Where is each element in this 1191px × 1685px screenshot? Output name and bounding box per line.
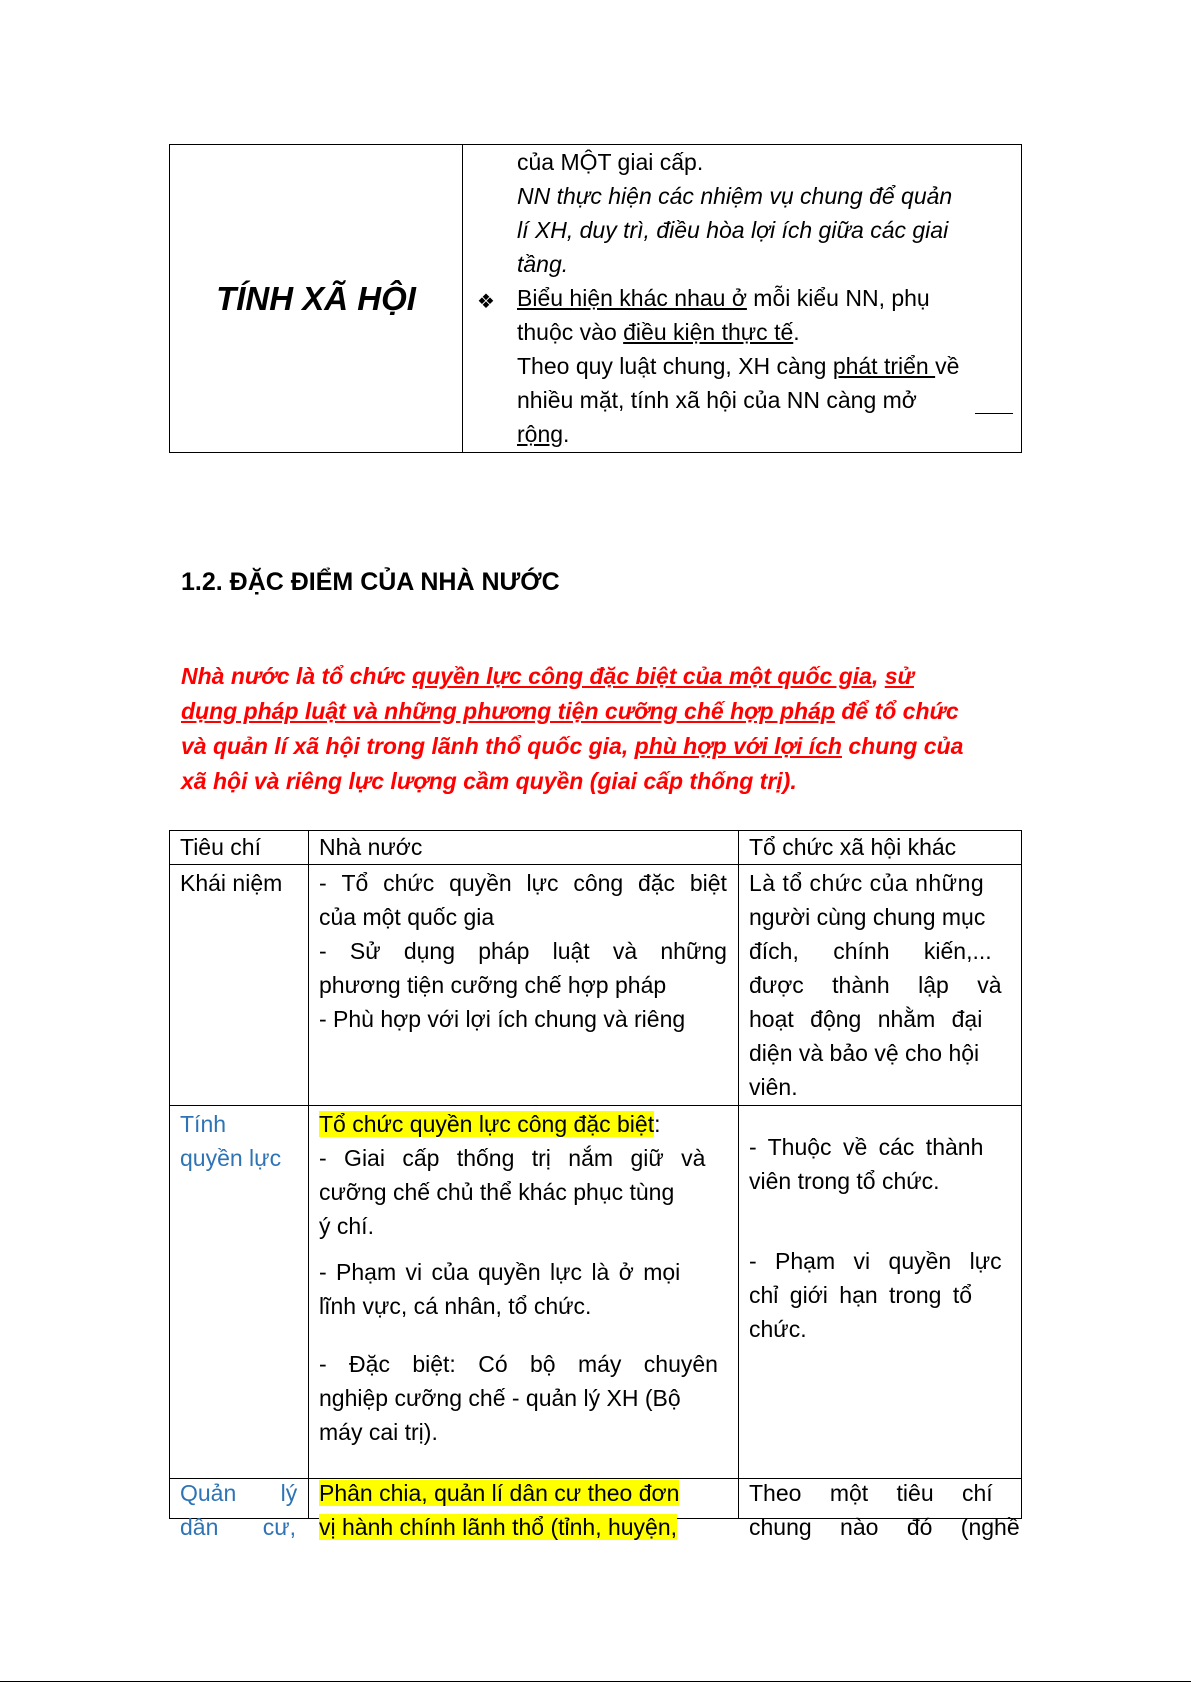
- word: -: [319, 938, 327, 964]
- table-rule: [169, 1105, 1022, 1106]
- text-span: về: [935, 353, 960, 379]
- spacer: [749, 1198, 1011, 1244]
- word: Tổ: [341, 870, 369, 896]
- cell-line: Là tổ chức của những: [749, 870, 985, 896]
- content-line: NN thực hiện các nhiệm vụ chung để quản: [517, 183, 953, 209]
- definition-line: xã hội và riêng lực lượng cầm quyền (giai cấp thống trị).: [181, 768, 797, 794]
- cell-line: chỉ giới hạn trong tổ: [749, 1282, 973, 1308]
- state-power: [308, 1107, 738, 1449]
- header-other-orgs: Tổ chức xã hội khác: [749, 834, 957, 860]
- content-line: nhiều mặt, tính xã hội của NN càng mở: [517, 387, 917, 413]
- word: quyền: [449, 870, 512, 896]
- cell-line: diện và bảo vệ cho hội: [749, 1040, 980, 1066]
- content-line: của MỘT giai cấp.: [517, 149, 704, 175]
- cell-line: [319, 1510, 727, 1544]
- header-criteria: Tiêu chí: [180, 834, 261, 860]
- highlighted-text: Phân chia, quản lí dân cư theo đơn: [319, 1480, 680, 1506]
- cell-line: đích, chính kiến,...: [749, 938, 992, 964]
- section-heading: 1.2. ĐẶC ĐIỂM CỦA NHÀ NƯỚC: [181, 568, 560, 596]
- cell-line: của một quốc gia: [319, 904, 495, 930]
- underlined-text: điều kiện thực tế: [623, 319, 794, 345]
- cell-line: chức.: [749, 1316, 807, 1342]
- cell-line: viên trong tổ chức.: [749, 1168, 940, 1194]
- cell-line: - Phạm vi quyền lực: [749, 1248, 1002, 1274]
- definition-line: [181, 729, 1021, 764]
- cell-line: quyền lực: [180, 1145, 282, 1171]
- cell-line: ý chí.: [319, 1213, 374, 1239]
- word: luật: [552, 938, 590, 964]
- table-row-concept: [169, 866, 1022, 1105]
- social-nature-content-cell: [463, 145, 1021, 452]
- diamond-bullet-icon: ❖: [477, 291, 495, 313]
- social-nature-label: TÍNH XÃ HỘI: [216, 279, 416, 317]
- cell-line: - Phù hợp với lợi ích chung và riêng: [319, 1006, 686, 1032]
- text-span: thuộc vào: [517, 319, 624, 345]
- text-span: .: [563, 421, 570, 447]
- cell-line: Tính: [180, 1111, 227, 1137]
- social-nature-table: [169, 144, 1022, 453]
- cell-line: - Phạm vi của quyền lực là ở mọi: [319, 1259, 681, 1285]
- highlighted-text: vị hành chính lãnh thổ (tỉnh, huyện,: [319, 1514, 678, 1540]
- text-span: ,: [871, 663, 885, 689]
- word: lực: [526, 870, 559, 896]
- header-state: Nhà nước: [319, 834, 423, 860]
- spacer: [749, 1107, 1011, 1130]
- cell-line: - Giai cấp thống trị nắm giữ và: [319, 1145, 706, 1171]
- cell-line: phương tiện cưỡng chế hợp pháp: [319, 972, 667, 998]
- text-span: Theo quy luật chung, XH càng: [517, 353, 833, 379]
- text-span: chung của: [841, 733, 964, 759]
- text-span: mỗi kiểu NN, phụ: [746, 285, 930, 311]
- table-header-row: [169, 830, 1022, 864]
- text-span: .: [793, 319, 800, 345]
- content-line: [517, 349, 959, 383]
- underlined-text: rộng: [517, 421, 564, 447]
- cell-line: viên.: [749, 1074, 798, 1100]
- table-row-population: [169, 1478, 1022, 1540]
- cell-line: - Đặc biệt: Có bộ máy chuyên: [319, 1351, 718, 1377]
- word: -: [319, 870, 327, 896]
- underlined-text: quyền lực công đặc biệt của một quốc gia: [412, 663, 872, 689]
- table-row-power: [169, 1107, 1022, 1478]
- text-span: :: [654, 1111, 661, 1137]
- definition-line: [181, 659, 1021, 694]
- criteria-population: [169, 1476, 308, 1544]
- word: và: [612, 938, 638, 964]
- content-line: [517, 417, 569, 451]
- word: chức: [383, 870, 435, 896]
- cell-line: được thành lập và: [749, 972, 1002, 998]
- cell-line: - Thuộc về các thành: [749, 1134, 984, 1160]
- other-power: [738, 1107, 1022, 1346]
- underlined-text: dụng pháp luật và những phương tiện cưỡng chế hợp pháp: [181, 698, 835, 724]
- other-population: [738, 1476, 1022, 1544]
- underlined-text: sử: [884, 663, 914, 689]
- spacer: [319, 1323, 727, 1347]
- cell-line: máy cai trị).: [319, 1419, 438, 1445]
- cell-line: [319, 934, 727, 968]
- word: những: [660, 938, 727, 964]
- word: dụng: [403, 938, 455, 964]
- text-span: và quản lí xã hội trong lãnh thổ quốc gia,: [181, 733, 635, 759]
- cell-line: [319, 1107, 727, 1141]
- page-bottom-rule: [0, 1681, 1191, 1682]
- text-span: Nhà nước là tổ chức: [181, 663, 413, 689]
- table-rule: [169, 864, 1022, 865]
- definition-line: [181, 694, 1021, 729]
- text-span: để tổ chức: [834, 698, 959, 724]
- word: pháp: [478, 938, 530, 964]
- word: Sử: [349, 938, 381, 964]
- word: công: [573, 870, 624, 896]
- spacer: [319, 1243, 727, 1255]
- cell-line: Quản lý: [180, 1480, 298, 1506]
- content-line: [517, 281, 930, 315]
- cell-line: dân cư,: [180, 1514, 297, 1540]
- cell-line: nghiệp cưỡng chế - quản lý XH (Bộ: [319, 1385, 681, 1411]
- cell-line: [319, 1476, 727, 1510]
- criteria-power: [169, 1107, 308, 1175]
- cell-line: [319, 866, 727, 900]
- state-definition: [181, 659, 1021, 799]
- word: đặc: [637, 870, 676, 896]
- cell-line: cưỡng chế chủ thể khác phục tùng: [319, 1179, 675, 1205]
- social-nature-label-cell: [170, 145, 463, 452]
- content-line: [517, 315, 800, 349]
- highlighted-text: Tổ chức quyền lực công đặc biệt: [319, 1111, 655, 1137]
- other-concept: [738, 866, 1022, 1104]
- cell-line: người cùng chung mục: [749, 904, 986, 930]
- state-concept: [308, 866, 738, 1036]
- cell-line: chung nào đó (nghề: [749, 1514, 1020, 1540]
- cell-line: lĩnh vực, cá nhân, tổ chức.: [319, 1293, 592, 1319]
- underlined-text: Biểu hiện khác nhau ở: [517, 285, 747, 311]
- cell-line: hoạt động nhằm đại: [749, 1006, 983, 1032]
- underlined-text: phù hợp với lợi ích: [634, 733, 842, 759]
- content-line: tầng.: [517, 251, 569, 277]
- underlined-text: phát triển: [832, 353, 936, 379]
- state-population: [308, 1476, 738, 1544]
- criteria-concept: Khái niệm: [180, 870, 283, 896]
- cell-line: Theo một tiêu chí: [749, 1480, 993, 1506]
- word: biệt: [689, 870, 727, 896]
- underline-rule: [975, 413, 1013, 414]
- content-line: lí XH, duy trì, điều hòa lợi ích giữa các giai: [517, 217, 949, 243]
